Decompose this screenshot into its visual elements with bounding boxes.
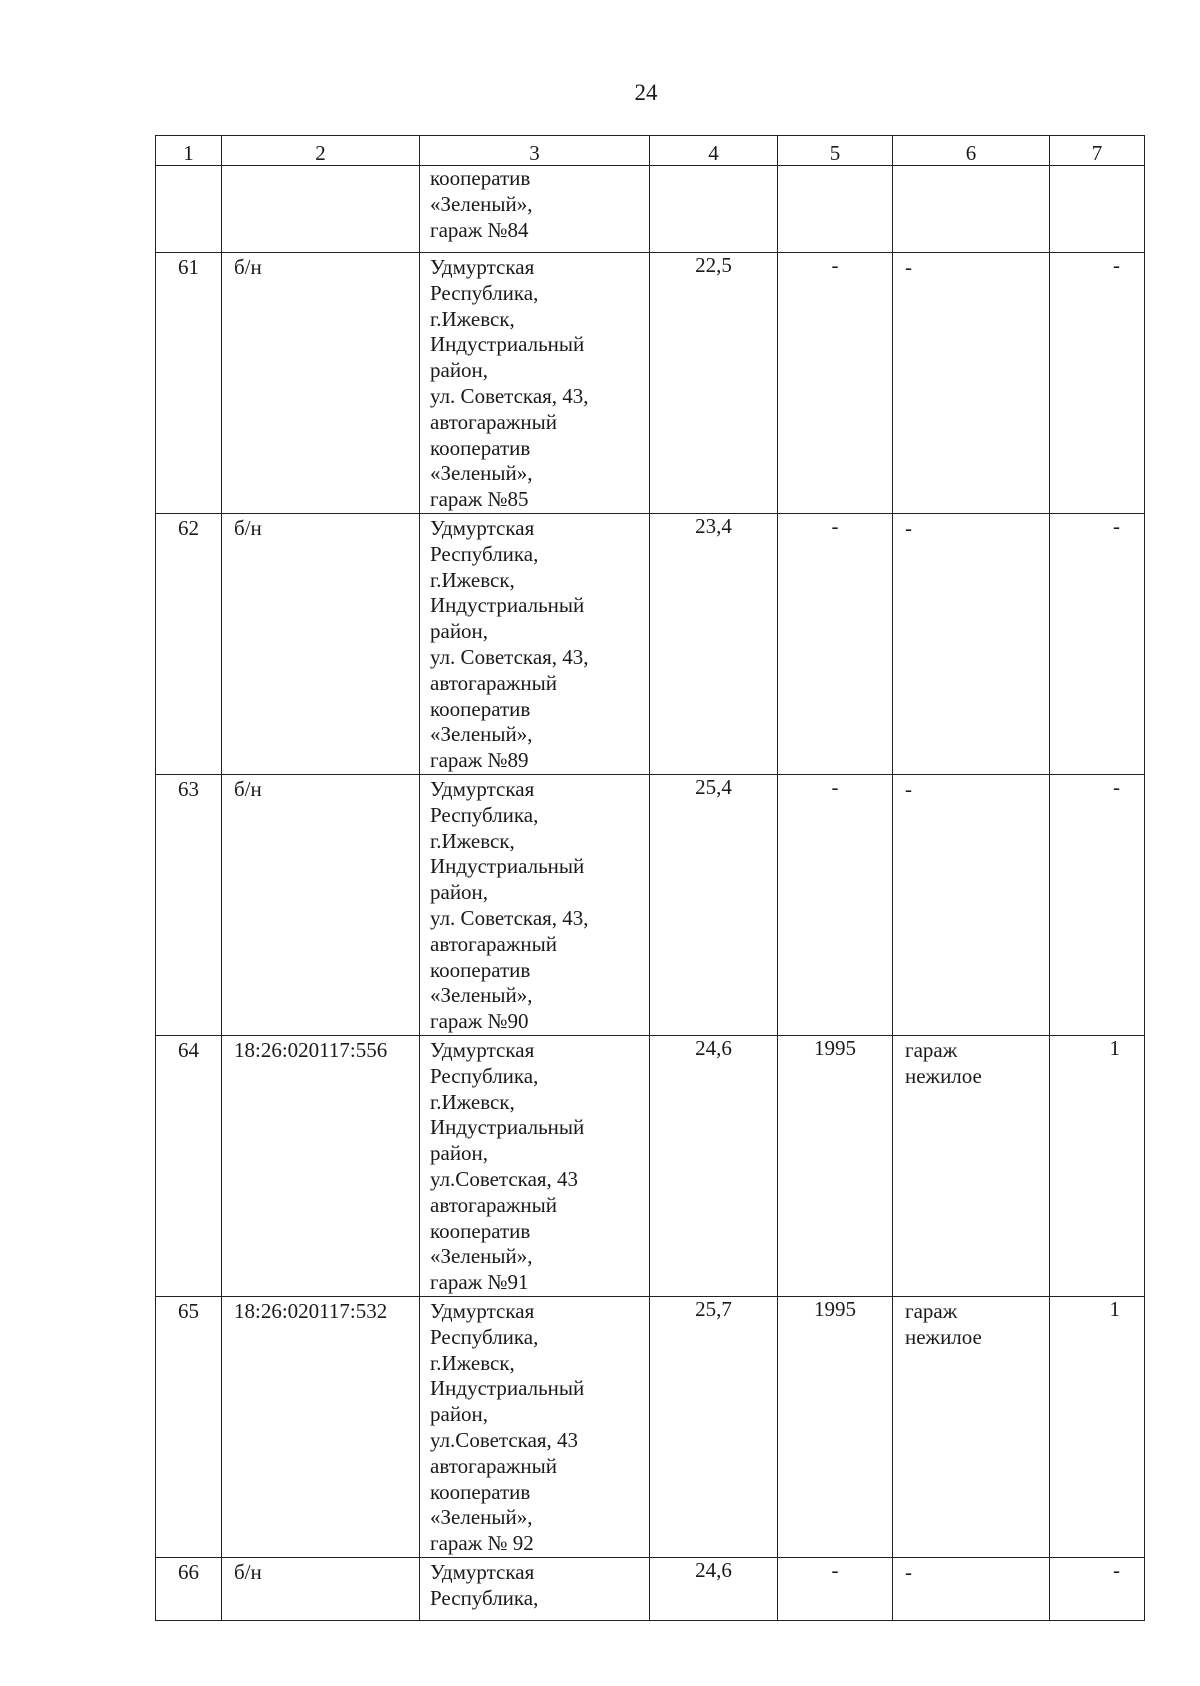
cell-floors: - (1050, 1558, 1145, 1621)
cell-area: 25,4 (650, 775, 778, 1036)
table-row (156, 514, 1145, 775)
address-line: Индустриальный (430, 1376, 585, 1401)
address-line: «Зеленый», (430, 1505, 533, 1530)
address-line: ул. Советская, 43, (430, 905, 589, 930)
address-line: Удмуртская (430, 516, 535, 540)
table-row (156, 775, 1145, 1036)
purpose-line: гараж (905, 1038, 958, 1062)
address-line: Республика, (430, 1063, 539, 1088)
cell-number (156, 166, 222, 253)
address-line: ул. Советская, 43, (430, 644, 589, 669)
address-line: гараж №89 (430, 748, 529, 773)
cell-address (420, 253, 650, 514)
address-line: Индустриальный (430, 1115, 585, 1140)
address-line: автогаражный (430, 931, 557, 956)
purpose-line: нежилое (905, 1324, 982, 1349)
cell-address (420, 166, 650, 253)
cell-address (420, 775, 650, 1036)
cell-address (420, 1297, 650, 1558)
cell-purpose: - (893, 1558, 1050, 1621)
address-line: «Зеленый», (430, 1244, 533, 1269)
address-line: автогаражный (430, 409, 557, 434)
address-line: Индустриальный (430, 332, 585, 357)
cell-cadastral: 18:26:020117:556 (222, 1036, 420, 1297)
address-line: район, (430, 358, 489, 383)
column-header: 2 (222, 136, 420, 166)
cell-number: 65 (156, 1297, 222, 1558)
cell-number: 64 (156, 1036, 222, 1297)
address-line: ул. Советская, 43, (430, 383, 589, 408)
cell-floors: 1 (1050, 1036, 1145, 1297)
address-line: гараж №90 (430, 1009, 529, 1034)
header-row (156, 136, 1145, 166)
address-line: район, (430, 1402, 489, 1427)
address-line: автогаражный (430, 1192, 557, 1217)
cell-year: 1995 (778, 1036, 893, 1297)
address-line: Республика, (430, 1585, 539, 1610)
address-line: ул.Советская, 43 (430, 1166, 579, 1191)
cell-cadastral: б/н (222, 514, 420, 775)
cell-address (420, 1036, 650, 1297)
address-line: Удмуртская (430, 1038, 535, 1062)
address-line: г.Ижевск, (430, 306, 515, 331)
address-line: кооператив (430, 1218, 531, 1243)
address-line: Индустриальный (430, 593, 585, 618)
address-line: «Зеленый», (430, 191, 533, 216)
cell-cadastral (222, 166, 420, 253)
cell-cadastral: б/н (222, 775, 420, 1036)
cell-floors: - (1050, 253, 1145, 514)
cell-area: 22,5 (650, 253, 778, 514)
cell-purpose (893, 1036, 1050, 1297)
address-line: кооператив (430, 696, 531, 721)
cell-area: 23,4 (650, 514, 778, 775)
address-line: гараж №85 (430, 487, 529, 512)
address-line: г.Ижевск, (430, 1350, 515, 1375)
address-line: кооператив (430, 166, 531, 190)
column-header: 6 (893, 136, 1050, 166)
cell-address (420, 514, 650, 775)
cell-floors: - (1050, 775, 1145, 1036)
cell-floors: 1 (1050, 1297, 1145, 1558)
address-line: «Зеленый», (430, 722, 533, 747)
address-line: ул.Советская, 43 (430, 1427, 579, 1452)
address-line: кооператив (430, 1479, 531, 1504)
column-header: 5 (778, 136, 893, 166)
cell-purpose (893, 1297, 1050, 1558)
address-line: Индустриальный (430, 854, 585, 879)
continuation-row (156, 166, 1145, 253)
column-header: 7 (1050, 136, 1145, 166)
address-line: гараж № 92 (430, 1531, 534, 1556)
table-row (156, 253, 1145, 514)
cell-purpose: - (893, 775, 1050, 1036)
cell-area: 24,6 (650, 1036, 778, 1297)
cell-number: 61 (156, 253, 222, 514)
address-line: Республика, (430, 280, 539, 305)
column-header: 3 (420, 136, 650, 166)
address-line: Республика, (430, 802, 539, 827)
address-line: автогаражный (430, 670, 557, 695)
address-line: г.Ижевск, (430, 828, 515, 853)
page-number: 24 (634, 80, 658, 105)
cell-year: - (778, 1558, 893, 1621)
cell-year (778, 166, 893, 253)
address-line: Удмуртская (430, 777, 535, 801)
cell-year: - (778, 775, 893, 1036)
address-line: Удмуртская (430, 1560, 535, 1584)
address-line: Республика, (430, 541, 539, 566)
cell-cadastral: 18:26:020117:532 (222, 1297, 420, 1558)
cell-address (420, 1558, 650, 1621)
cell-floors (1050, 166, 1145, 253)
cell-purpose: - (893, 514, 1050, 775)
cell-purpose: - (893, 253, 1050, 514)
address-line: кооператив (430, 435, 531, 460)
address-line: район, (430, 880, 489, 905)
purpose-line: гараж (905, 1299, 958, 1323)
address-line: автогаражный (430, 1453, 557, 1478)
cell-cadastral: б/н (222, 253, 420, 514)
purpose-line: нежилое (905, 1063, 982, 1088)
address-line: кооператив (430, 957, 531, 982)
column-header: 1 (156, 136, 222, 166)
address-line: Удмуртская (430, 255, 535, 279)
table-row (156, 1558, 1145, 1621)
address-line: г.Ижевск, (430, 1089, 515, 1114)
cell-year: - (778, 253, 893, 514)
cell-purpose (893, 166, 1050, 253)
cell-number: 66 (156, 1558, 222, 1621)
cell-year: 1995 (778, 1297, 893, 1558)
address-line: район, (430, 1141, 489, 1166)
address-line: г.Ижевск, (430, 567, 515, 592)
address-line: «Зеленый», (430, 983, 533, 1008)
cell-cadastral: б/н (222, 1558, 420, 1621)
column-header: 4 (650, 136, 778, 166)
register-table (155, 135, 1145, 1621)
address-line: гараж №91 (430, 1270, 529, 1295)
cell-number: 62 (156, 514, 222, 775)
table-row (156, 1297, 1145, 1558)
cell-area (650, 166, 778, 253)
address-line: гараж №84 (430, 217, 529, 242)
address-line: район, (430, 619, 489, 644)
cell-year: - (778, 514, 893, 775)
table-row (156, 1036, 1145, 1297)
cell-area: 24,6 (650, 1558, 778, 1621)
address-line: Удмуртская (430, 1299, 535, 1323)
address-line: «Зеленый», (430, 461, 533, 486)
cell-number: 63 (156, 775, 222, 1036)
cell-area: 25,7 (650, 1297, 778, 1558)
cell-floors: - (1050, 514, 1145, 775)
address-line: Республика, (430, 1324, 539, 1349)
